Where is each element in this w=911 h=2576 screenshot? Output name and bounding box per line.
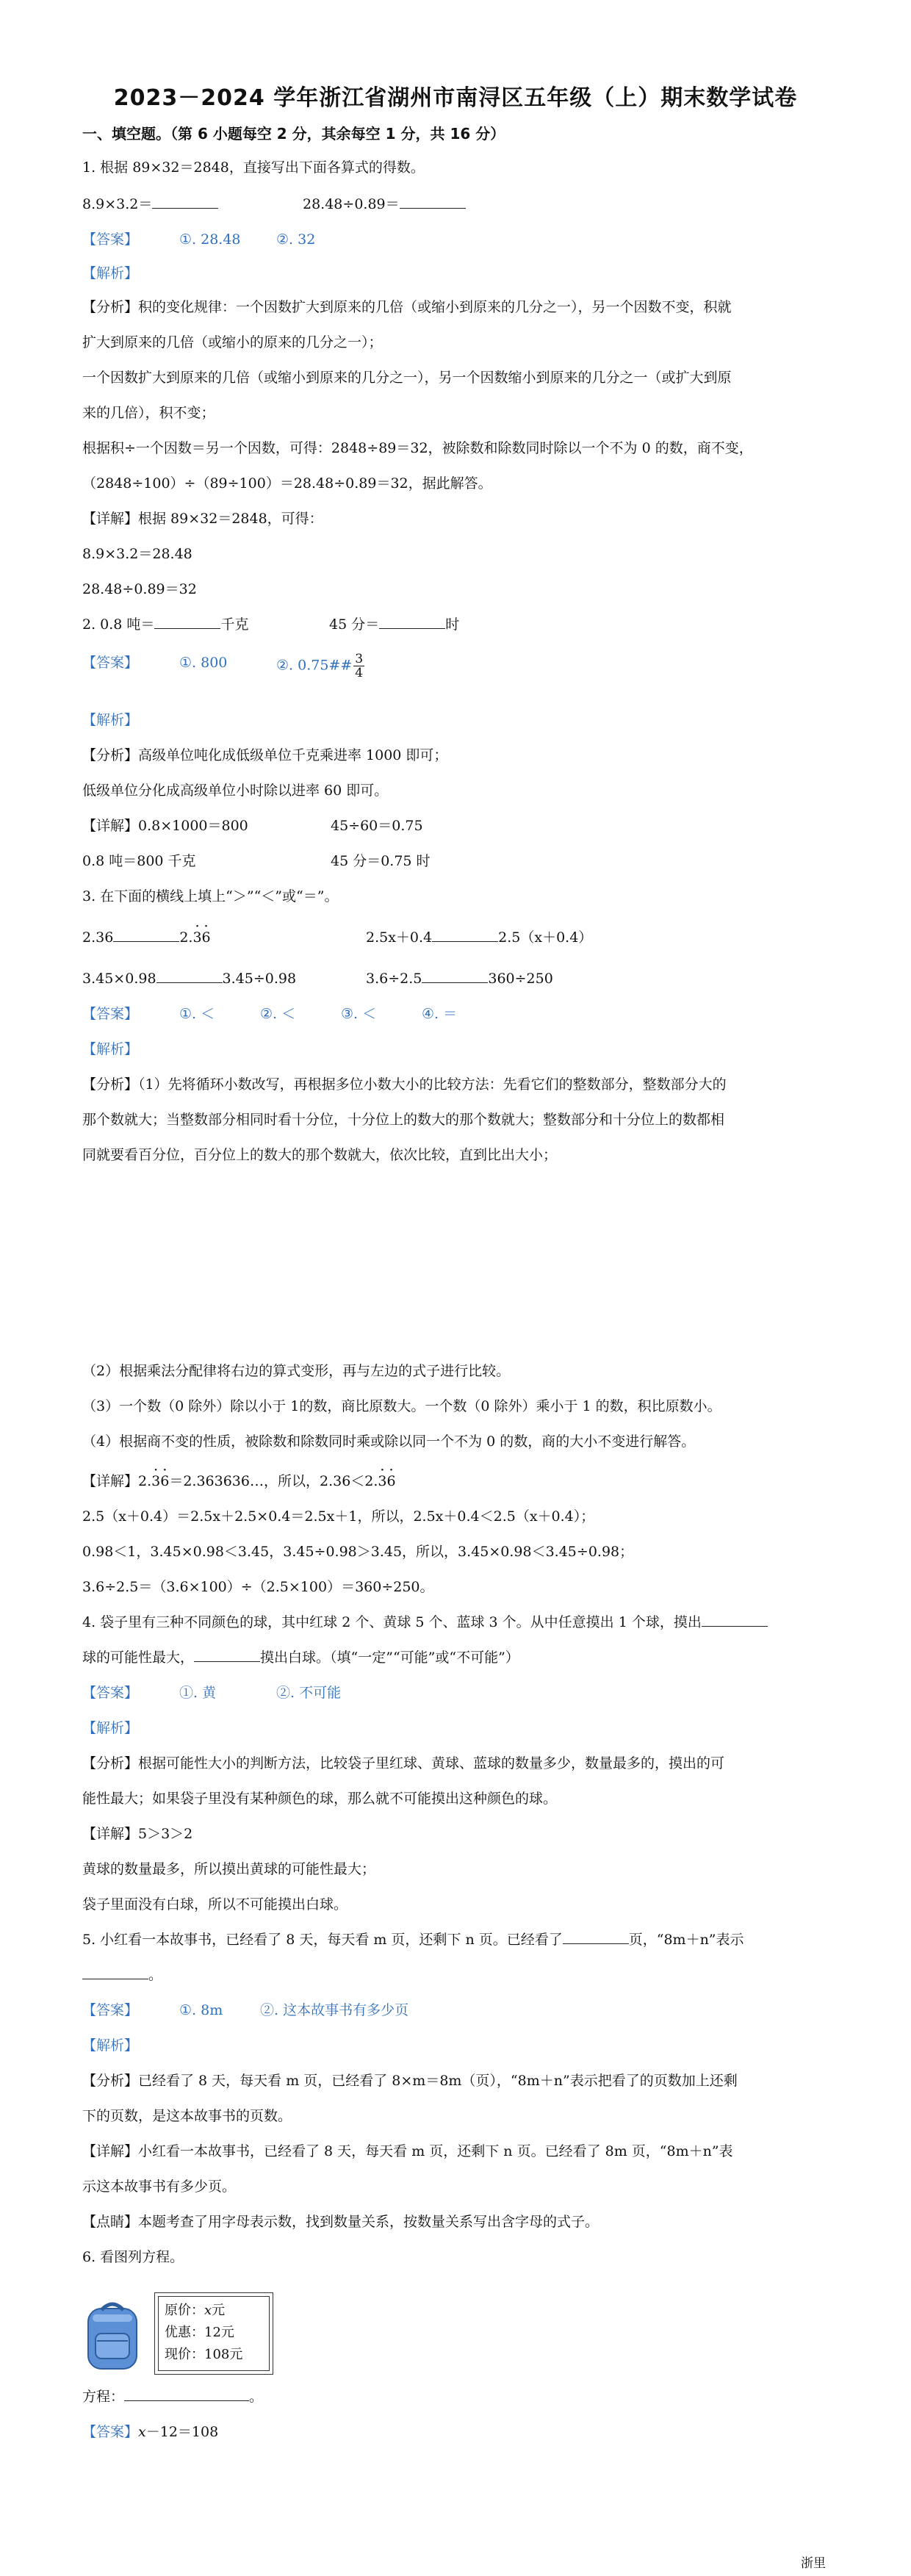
answer-1: ①. ＜ [179,1006,215,1022]
answer-blank[interactable] [113,928,179,942]
q2-unit-a: 千克 [220,616,249,633]
answer-4: ④. ＝ [422,1006,458,1022]
answer-blank[interactable] [400,195,466,209]
answer-2: ②. 这本故事书有多少页 [260,2002,409,2018]
analysis-line: 【分析】根据可能性大小的判断方法，比较袋子里红球、黄球、蓝球的数量多少，数量最多的，摸出的可 [82,1755,725,1771]
analysis-tag: 【解析】 [82,712,139,728]
answer-2: ②. 不可能 [276,1685,342,1701]
detail-line: 【详解】5＞3＞2 [82,1826,193,1842]
q6-answer: 【答案】x－12＝108 [82,2424,219,2440]
answer-3: ③. ＜ [341,1006,377,1022]
detail-line: 8.9×3.2＝28.48 [82,546,192,562]
answer-tag: 【答案】 [82,1006,139,1022]
q3-row-1: 2.36 2.· 3· 6 2.5x＋0.4 2.5（x＋0.4） [82,927,849,948]
answer-tag: 【答案】 [82,2424,139,2440]
q6-stem: 6. 看图列方程。 [82,2249,184,2265]
q3-row-2-b: 3.6÷2.5 360÷250 [366,971,553,987]
analysis-tag: 【解析】 [82,1720,139,1736]
answer-blank[interactable] [422,969,488,983]
detail-line: 2.5（x＋0.4）＝2.5x＋2.5×0.4＝2.5x＋1，所以，2.5x＋0.4＜2.5（x＋0.4）； [82,1508,595,1525]
analysis-tag: 【解析】 [82,2037,139,2054]
answer-1: ①. 黄 [179,1685,217,1701]
section-heading: 一、填空题。（第 6 小题每空 2 分，其余每空 1 分，共 16 分） [82,125,505,143]
answer-tag: 【答案】 [82,2002,139,2018]
q1-stem: 1. 根据 89×32＝2848，直接写出下面各算式的得数。 [82,159,425,176]
detail-line: 3.6÷2.5＝（3.6×100）÷（2.5×100）＝360÷250。 [82,1579,434,1595]
analysis-line: 【分析】高级单位吨化成低级单位千克乘进率 1000 即可； [82,747,448,763]
q1-answer [82,229,849,250]
detail-line: 0.8 吨＝800 千克 45 分＝0.75 时 [82,853,431,869]
footer-mark: 浙里 [801,2556,826,2571]
q3-row-2: 3.45×0.98 3.45÷0.98 3.6÷2.5 360÷250 [82,968,849,989]
answer-blank[interactable] [379,615,445,629]
answer-blank[interactable] [82,1965,148,1979]
analysis-line: 低级单位分化成高级单位小时除以进率 60 即可。 [82,782,389,799]
q6-equation-line: 方程： 。 [82,2389,264,2405]
analysis-line: （2）根据乘法分配律将右边的算式变形，再与左边的式子进行比较。 [82,1363,511,1379]
q4-stem-1: 4. 袋子里有三种不同颜色的球，其中红球 2 个、黄球 5 个、蓝球 3 个。从中任意摸出 1 个球，摸出 [82,1612,849,1633]
answer-tag: 【答案】 [82,655,139,671]
detail-line: 【详解】小红看一本故事书，已经看了 8 天，每天看 m 页，还剩下 n 页。已经看了 8m 页，“8m＋n”表 [82,2143,733,2159]
answer-blank[interactable] [156,969,223,983]
q2-b-wrap [329,614,459,635]
q5-stem-1: 5. 小红看一本故事书，已经看了 8 天，每天看 m 页，还剩下 n 页。已经看了 页，“8m＋n”表示 [82,1932,744,1948]
q2-answer [82,652,849,694]
backpack-icon [82,2298,143,2372]
answer-blank[interactable] [563,1930,629,1944]
analysis-tag: 【解析】 [82,265,139,281]
detail-line: 【详解】0.8×1000＝800 45÷60＝0.75 [82,818,423,834]
answer-1: ①. 28.48 [179,231,241,248]
answer-2: ②. 32 [276,231,316,248]
answer-blank[interactable] [194,1648,260,1662]
analysis-line: 同就要看百分位，百分位上的数大的那个数就大，依次比较，直到比出大小； [82,1147,558,1163]
answer-blank[interactable] [154,615,220,629]
detail-line: 袋子里面没有白球，所以不可能摸出白球。 [82,1896,348,1913]
analysis-line: 【分析】已经看了 8 天，每天看 m 页，已经看了 8×m＝8m（页），“8m＋n”表示把看了的页数加上还剩 [82,2073,738,2089]
answer-1: ①. 800 [179,655,228,671]
detail-line: 28.48÷0.89＝32 [82,581,197,597]
analysis-line: （4）根据商不变的性质，被除数和除数同时乘或除以同一个不为 0 的数，商的大小不变进行解答。 [82,1433,696,1450]
answer-blank[interactable] [702,1613,768,1627]
q2-stem-a: 2. 0.8 吨＝ [82,616,155,633]
analysis-line: 一个因数扩大到原来的几倍（或缩小到原来的几分之一），另一个因数缩小到原来的几分之一（或扩大到原 [82,370,732,386]
detail-line: 【详解】根据 89×32＝2848，可得： [82,511,323,527]
analysis-line: （2848÷100）÷（89÷100）＝28.48÷0.89＝32，据此解答。 [82,475,492,492]
answer-2: ②. ＜ [260,1006,296,1022]
q5-stem-2: 。 [82,1965,849,1985]
q1-item-b-wrap [303,194,466,215]
original-price: 原价：x元 [165,2303,226,2318]
current-price: 现价：108元 [165,2347,243,2362]
q1-item-a: 8.9×3.2＝ [82,196,153,212]
detail-line: 示这本故事书有多少页。 [82,2179,237,2195]
answer-tag: 【答案】 [82,1685,139,1701]
analysis-tag: 【解析】 [82,1041,139,1057]
q1-item-b: 28.48÷0.89＝ [303,196,400,212]
q2-stem-b: 45 分＝ [329,616,380,633]
price-box [154,2292,273,2375]
q2-unit-b: 时 [445,616,460,633]
analysis-line: 下的页数，是这本故事书的页数。 [82,2108,292,2124]
discount: 优惠：12元 [165,2325,234,2340]
page-title: 2023－2024 学年浙江省湖州市南浔区五年级（上）期末数学试卷 [113,85,798,111]
analysis-line: 那个数就大；当整数部分相同时看十分位，十分位上的数大的那个数就大；整数部分和十分位上的数都相 [82,1112,725,1128]
answer-blank[interactable] [152,195,218,209]
q4-answer [82,1683,849,1703]
answer-tag: 【答案】 [82,231,139,248]
price-box-inner [158,2296,270,2371]
detail-line: 0.98＜1，3.45×0.98＜3.45，3.45÷0.98＞3.45，所以，3.45×0.98＜3.45÷0.98； [82,1544,634,1560]
analysis-line: （3）一个数（0 除外）除以小于 1的数，商比原数大。一个数（0 除外）乘小于 1 的数，积比原数小。 [82,1398,721,1414]
answer-1: ①. 8m [179,2002,223,2018]
q3-stem: 3. 在下面的横线上填上“＞”“＜”或“＝”。 [82,888,339,904]
tip-line: 【点睛】本题考查了用字母表示数，找到数量关系，按数量关系写出含字母的式子。 [82,2214,599,2230]
fraction: $\frac{3}{4}$ [355,652,364,680]
q3-answer [82,1004,849,1024]
q3-row-1-b: 2.5x＋0.4 2.5（x＋0.4） [366,929,593,946]
equation-blank[interactable] [124,2387,249,2401]
analysis-line: 来的几倍），积不变； [82,405,215,421]
detail-line: 黄球的数量最多，所以摸出黄球的可能性最大； [82,1861,376,1877]
analysis-line: 【分析】积的变化规律：一个因数扩大到原来的几倍（或缩小到原来的几分之一），另一个因数不变，积就 [82,299,732,315]
q5-answer [82,2000,849,2021]
analysis-line: 扩大到原来的几倍（或缩小的原来的几分之一）； [82,334,383,350]
analysis-line: 能性最大；如果袋子里没有某种颜色的球，那么就不可能摸出这种颜色的球。 [82,1791,558,1807]
q4-stem-2: 球的可能性最大， 摸出白球。（填“一定”“可能”或“不可能”） [82,1649,519,1666]
analysis-line: 根据积÷一个因数＝另一个因数，可得：2848÷89＝32，被除数和除数同时除以一个不为 0 的数，商不变， [82,440,753,456]
detail-line: 【详解】2.· 3· 6＝2.363636…，所以，2.36＜2.· 3· 6 [82,1471,849,1492]
analysis-line: 【分析】（1）先将循环小数改写，再根据多位小数大小的比较方法：先看它们的整数部分，整数部分大的 [82,1076,727,1093]
answer-blank[interactable] [432,928,498,942]
q1-items [82,194,849,215]
q2-stem [82,614,849,635]
answer-2: ②. 0.75## $\frac{3}{4}$ [276,652,364,680]
